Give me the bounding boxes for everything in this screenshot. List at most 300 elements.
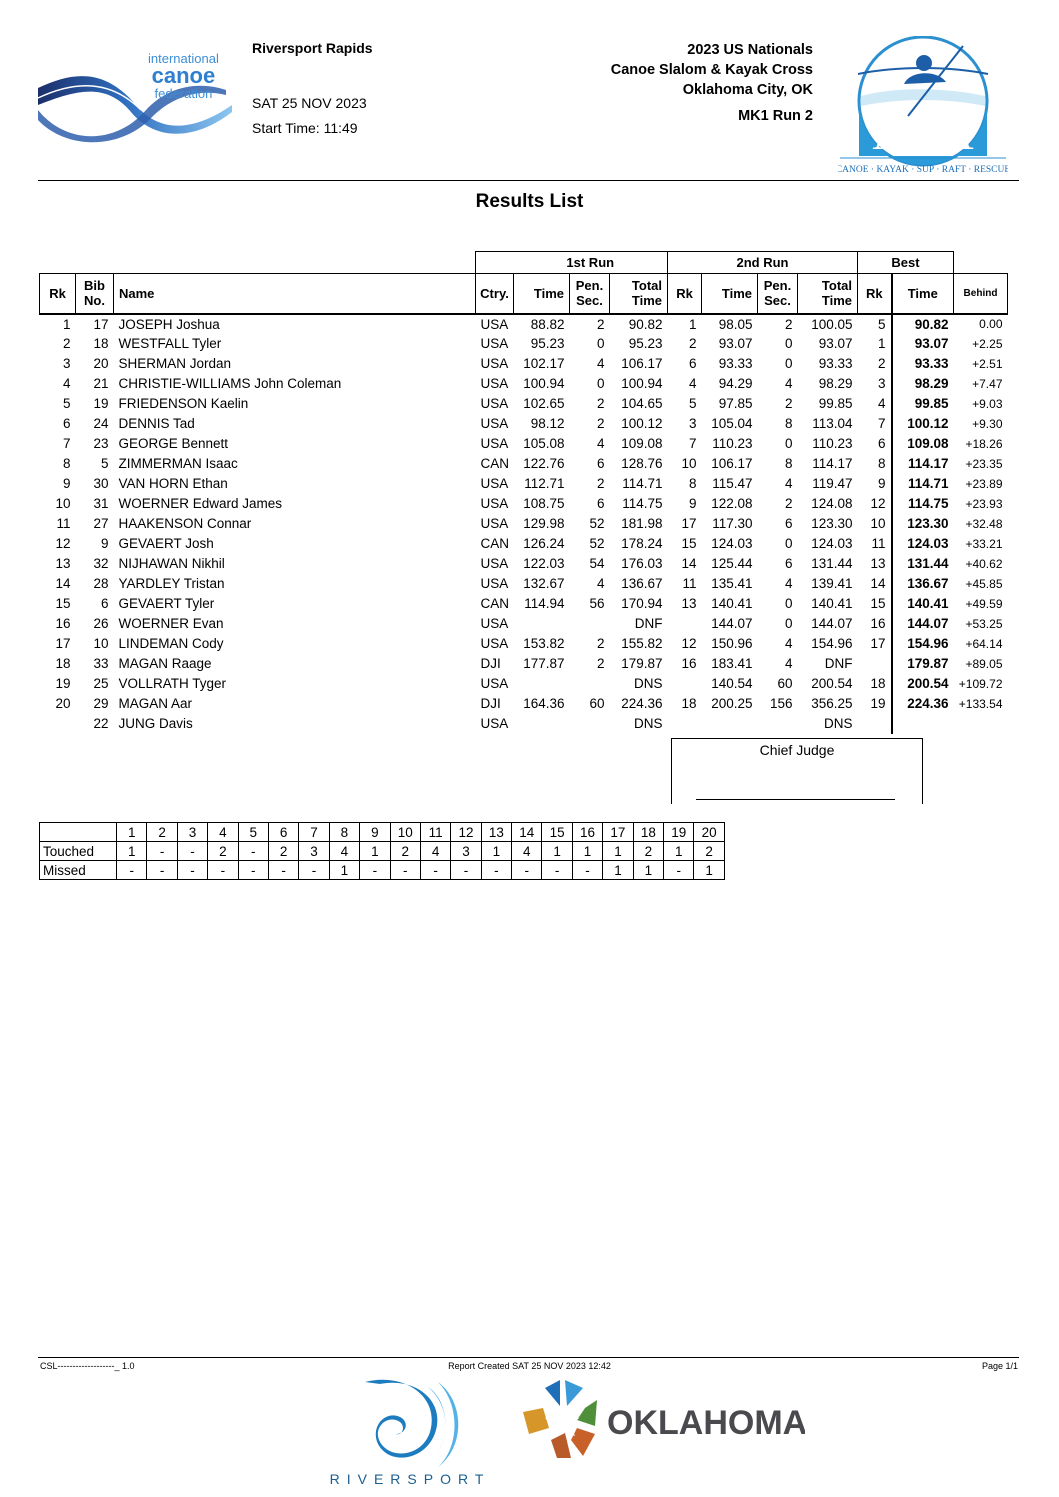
gate-missed-7: -: [299, 861, 329, 880]
best-rank: 19: [858, 694, 892, 714]
run1-total: DNS: [633, 676, 663, 691]
run2-rank: 2: [688, 336, 697, 351]
run2-total: 110.23: [812, 436, 853, 451]
run2-total: 124.08: [811, 496, 853, 511]
bib-number: 5: [100, 456, 109, 471]
run1-total: 136.67: [621, 576, 663, 591]
rank: 2: [62, 336, 71, 351]
country: USA: [480, 356, 509, 371]
results-table: [39, 251, 1008, 734]
athlete-name: WOERNER Edward James: [118, 496, 283, 511]
run1-penalty: [570, 714, 610, 734]
run2-time: 94.29: [718, 376, 753, 391]
best-rank: [858, 714, 892, 734]
rank: 3: [62, 356, 71, 371]
gate-number-5: 5: [238, 823, 268, 842]
best-time: 114.17: [907, 456, 949, 471]
best-rank: 13: [858, 554, 892, 574]
run2-rank: 17: [681, 516, 697, 531]
run2-total: 93.07: [818, 336, 853, 351]
run1-penalty: 2: [596, 656, 605, 671]
run1-total: 170.94: [621, 596, 663, 611]
gate-number-6: 6: [268, 823, 298, 842]
run1-penalty: 4: [596, 576, 605, 591]
run2-penalty: 4: [784, 636, 793, 651]
gate-missed-6: -: [268, 861, 298, 880]
best-time: 224.36: [907, 696, 949, 711]
run1-time: 95.23: [530, 336, 565, 351]
bib-number: 28: [93, 576, 109, 591]
run2-time: 98.05: [718, 316, 753, 332]
rank: 4: [62, 376, 71, 391]
rank: 10: [55, 496, 71, 511]
athlete-name: MAGAN Aar: [118, 696, 193, 711]
result-row: [40, 634, 1008, 654]
best-time: 109.08: [907, 436, 949, 451]
run2-penalty: 4: [784, 376, 793, 391]
run1-total: 100.12: [621, 416, 663, 431]
oklahoma-wordmark: OKLAHOMA: [607, 1404, 805, 1442]
run2-total: 356.25: [811, 696, 853, 711]
col-country: Ctry.: [476, 274, 514, 314]
gate-number-12: 12: [451, 823, 481, 842]
run1-time: 102.65: [523, 396, 565, 411]
country: USA: [480, 716, 509, 731]
time-behind: +133.54: [958, 696, 1003, 711]
run2-penalty: 4: [784, 476, 793, 491]
run2-rank: 10: [681, 456, 697, 471]
athlete-name: FRIEDENSON Kaelin: [118, 396, 249, 411]
result-row: [40, 554, 1008, 574]
missed-label: Missed: [40, 861, 117, 880]
gate-touched-9: 1: [360, 842, 390, 861]
col-run2-time: Time: [702, 274, 758, 314]
time-behind: +53.25: [965, 616, 1003, 631]
best-time: 114.75: [907, 496, 949, 511]
gate-missed-19: -: [664, 861, 694, 880]
rank: 19: [55, 676, 71, 691]
gate-missed-9: -: [360, 861, 390, 880]
footer-code: CSL-------------------_ 1.0: [40, 1361, 135, 1371]
icf-logo-line2: canoe: [151, 63, 216, 88]
run2-penalty: 0: [784, 596, 793, 611]
run2-time: 200.25: [711, 696, 753, 711]
run1-total: 100.94: [621, 376, 663, 391]
result-row: [40, 414, 1008, 434]
gate-missed-17: 1: [603, 861, 633, 880]
run1-time: 122.76: [523, 456, 565, 471]
country: DJI: [480, 656, 501, 671]
chief-judge-label: Chief Judge: [759, 742, 835, 758]
time-behind: +18.26: [965, 436, 1003, 451]
gate-number-10: 10: [390, 823, 420, 842]
best-rank: 15: [858, 594, 892, 614]
gate-missed-8: 1: [329, 861, 359, 880]
run2-rank: 16: [681, 656, 697, 671]
result-row: [40, 594, 1008, 614]
race-name: MK1 Run 2: [738, 108, 813, 124]
rank: 13: [55, 556, 71, 571]
result-row: [40, 334, 1008, 354]
run2-total: 100.05: [811, 316, 853, 332]
col-run1-pen: Pen. Sec.: [570, 274, 610, 314]
athlete-name: WOERNER Evan: [118, 616, 224, 631]
run2-time: 140.41: [711, 596, 753, 611]
run1-total: 155.82: [621, 636, 663, 651]
run1-time: 112.71: [524, 476, 565, 491]
run2-rank: 3: [688, 416, 697, 431]
run2-rank: 1: [688, 316, 697, 332]
run2-time: 124.03: [711, 536, 753, 551]
best-time: 93.33: [914, 356, 949, 371]
run1-total: 114.75: [622, 496, 663, 511]
bib-number: 27: [93, 516, 109, 531]
best-rank: 6: [858, 434, 892, 454]
run2-rank: 13: [681, 596, 697, 611]
run1-time: 100.94: [523, 376, 565, 391]
icf-logo-line1: international: [148, 51, 219, 66]
run2-penalty: 0: [784, 536, 793, 551]
result-row: [40, 574, 1008, 594]
time-behind: +109.72: [958, 676, 1003, 691]
athlete-name: GEORGE Bennett: [118, 436, 229, 451]
run2-rank: 15: [681, 536, 697, 551]
country: USA: [480, 616, 509, 631]
run2-rank: 7: [688, 436, 697, 451]
run1-time: 126.24: [523, 536, 565, 551]
run2-total: 154.96: [811, 636, 853, 651]
bib-number: 20: [93, 356, 109, 371]
run1-total: DNF: [634, 616, 663, 631]
run2-time: 125.44: [711, 556, 753, 571]
run2-rank: 14: [681, 556, 697, 571]
country: USA: [480, 676, 509, 691]
run2-rank: [668, 674, 702, 694]
bib-number: 19: [93, 396, 109, 411]
col-behind: Behind: [954, 274, 1008, 314]
gate-missed-3: -: [177, 861, 207, 880]
run2-rank: 6: [688, 356, 697, 371]
run1-time: [514, 674, 570, 694]
rank: 15: [55, 596, 71, 611]
col-best-time: Time: [892, 274, 954, 314]
time-behind: 0.00: [979, 317, 1003, 331]
run2-penalty: 8: [784, 416, 793, 431]
run2-total: DNF: [824, 656, 853, 671]
header-divider: [38, 180, 1019, 181]
run1-time: 98.12: [530, 416, 565, 431]
run2-penalty: 156: [769, 696, 793, 711]
aca-tagline: CANOE · KAYAK · SUP · RAFT · RESCUE: [838, 165, 1008, 175]
gate-touched-16: 1: [572, 842, 602, 861]
run2-penalty: 4: [784, 656, 793, 671]
country: CAN: [480, 596, 510, 611]
athlete-name: YARDLEY Tristan: [118, 576, 225, 591]
country: USA: [480, 396, 509, 411]
bib-number: 23: [93, 436, 109, 451]
rank: 11: [56, 516, 71, 531]
best-time: 200.54: [907, 676, 949, 691]
best-time: 179.87: [907, 656, 949, 671]
gate-touched-17: 1: [603, 842, 633, 861]
run2-time: 122.08: [711, 496, 753, 511]
aca-paddler-icon: [838, 36, 1008, 176]
athlete-name: NIJHAWAN Nikhil: [118, 556, 225, 571]
col-run2-total: Total Time: [798, 274, 858, 314]
run2-penalty: 0: [784, 336, 793, 351]
country: CAN: [480, 456, 510, 471]
bib-number: 25: [93, 676, 109, 691]
gate-touched-7: 3: [299, 842, 329, 861]
run2-total: 123.30: [811, 516, 853, 531]
run2-penalty: 6: [784, 556, 793, 571]
run2-total: DNS: [823, 716, 853, 731]
country: USA: [480, 416, 509, 431]
best-rank: 8: [858, 454, 892, 474]
country: USA: [480, 436, 509, 451]
run2-penalty: 0: [784, 436, 793, 451]
gate-touched-3: -: [177, 842, 207, 861]
gate-missed-1: -: [117, 861, 147, 880]
gate-touched-11: 4: [420, 842, 450, 861]
time-behind: +89.05: [965, 656, 1003, 671]
rank: 16: [55, 616, 71, 631]
footer-divider: [38, 1357, 1019, 1358]
run1-penalty: 60: [589, 696, 605, 711]
result-row: [40, 494, 1008, 514]
time-behind: +33.21: [965, 536, 1003, 551]
best-time: 124.03: [907, 536, 949, 551]
run2-total: 119.47: [812, 476, 853, 491]
signature-line: [696, 799, 895, 800]
gate-touched-5: -: [238, 842, 268, 861]
run1-total: 106.17: [621, 356, 663, 371]
col-run1-time: Time: [514, 274, 570, 314]
rank: 18: [55, 656, 71, 671]
country: DJI: [480, 696, 501, 711]
rank: 14: [55, 576, 71, 591]
event-name: 2023 US Nationals: [687, 42, 813, 58]
gate-touched-4: 2: [208, 842, 238, 861]
athlete-name: VAN HORN Ethan: [118, 476, 228, 491]
run1-total: 224.36: [621, 696, 663, 711]
time-behind: +40.62: [965, 556, 1003, 571]
gate-touched-19: 1: [664, 842, 694, 861]
gate-missed-15: -: [542, 861, 572, 880]
athlete-name: JOSEPH Joshua: [118, 316, 220, 332]
run1-penalty: [570, 614, 610, 634]
run1-total: 179.87: [621, 656, 663, 671]
run1-penalty: 54: [589, 556, 605, 571]
aca-logo: [838, 36, 1008, 176]
run2-total: 144.07: [811, 616, 853, 631]
run2-rank: 12: [681, 636, 697, 651]
bib-number: 29: [93, 696, 109, 711]
result-row: [40, 714, 1008, 734]
best-rank: 1: [858, 334, 892, 354]
best-rank: 16: [858, 614, 892, 634]
col-run1-total: Total Time: [610, 274, 668, 314]
run1-time: 88.82: [530, 316, 565, 332]
best-rank: 10: [858, 514, 892, 534]
run1-total: 176.03: [621, 556, 663, 571]
best-rank: 3: [858, 374, 892, 394]
country: USA: [480, 516, 509, 531]
result-row: [40, 674, 1008, 694]
run2-penalty: 2: [784, 396, 793, 411]
run1-time: 122.03: [523, 556, 565, 571]
gate-number-13: 13: [481, 823, 511, 842]
run1-time: [514, 714, 570, 734]
bib-number: 26: [93, 616, 109, 631]
result-row: [40, 314, 1008, 334]
gate-touched-12: 3: [451, 842, 481, 861]
run2-penalty: 0: [784, 616, 793, 631]
best-rank: 7: [858, 414, 892, 434]
athlete-name: GEVAERT Josh: [118, 536, 214, 551]
bib-number: 9: [100, 536, 109, 551]
gate-missed-11: -: [420, 861, 450, 880]
event-discipline: Canoe Slalom & Kayak Cross: [610, 62, 813, 78]
gate-number-20: 20: [694, 823, 724, 842]
run2-time: 140.54: [711, 676, 753, 691]
time-behind: +64.14: [965, 636, 1003, 651]
best-time: 114.71: [907, 476, 949, 491]
athlete-name: VOLLRATH Tyger: [118, 676, 227, 691]
best-time: 144.07: [907, 616, 949, 631]
bib-number: 24: [93, 416, 109, 431]
run1-time: 132.67: [523, 576, 565, 591]
icf-logo: [36, 50, 232, 150]
gate-number-17: 17: [603, 823, 633, 842]
result-row: [40, 694, 1008, 714]
run1-time: 177.87: [523, 656, 565, 671]
col-best-rank: Rk: [858, 274, 892, 314]
group-2nd-run: 2nd Run: [668, 252, 858, 274]
run1-penalty: 2: [596, 416, 605, 431]
gate-number-3: 3: [177, 823, 207, 842]
best-time: 99.85: [914, 396, 949, 411]
best-rank: 17: [858, 634, 892, 654]
bib-number: 22: [93, 716, 109, 731]
gate-missed-2: -: [147, 861, 177, 880]
rank: [40, 714, 76, 734]
bib-number: 31: [93, 496, 109, 511]
gate-missed-5: -: [238, 861, 268, 880]
country: USA: [480, 496, 509, 511]
run1-total: 128.76: [621, 456, 663, 471]
event-date: SAT 25 NOV 2023: [252, 95, 367, 111]
result-row: [40, 474, 1008, 494]
result-row: [40, 394, 1008, 414]
run2-rank: 18: [681, 696, 697, 711]
start-time: Start Time: 11:49: [252, 120, 358, 136]
run2-rank: [668, 614, 702, 634]
rank: 6: [62, 416, 71, 431]
athlete-name: MAGAN Raage: [118, 656, 212, 671]
rank: 9: [62, 476, 71, 491]
best-rank: 14: [858, 574, 892, 594]
rank: 1: [62, 316, 71, 332]
column-header-row: [40, 274, 1008, 314]
gate-number-2: 2: [147, 823, 177, 842]
rank: 5: [62, 396, 71, 411]
gate-missed-10: -: [390, 861, 420, 880]
gate-number-16: 16: [572, 823, 602, 842]
gate-number-7: 7: [299, 823, 329, 842]
run2-total: 139.41: [811, 576, 853, 591]
country: USA: [480, 316, 509, 332]
gate-touched-row: [40, 842, 725, 861]
time-behind: [954, 714, 1008, 734]
group-1st-run: 1st Run: [514, 252, 668, 274]
run2-penalty: 2: [784, 496, 793, 511]
run2-total: 200.54: [811, 676, 853, 691]
run1-total: 181.98: [621, 516, 663, 531]
time-behind: +32.48: [965, 516, 1003, 531]
gate-missed-18: 1: [633, 861, 663, 880]
run2-penalty: 2: [784, 316, 793, 332]
run1-time: 114.94: [524, 596, 565, 611]
athlete-name: CHRISTIE-WILLIAMS John Coleman: [118, 376, 342, 391]
gate-touched-13: 1: [481, 842, 511, 861]
gate-number-18: 18: [633, 823, 663, 842]
rank: 12: [55, 536, 71, 551]
gate-number-9: 9: [360, 823, 390, 842]
best-time: 154.96: [907, 636, 949, 651]
run1-time: 108.75: [523, 496, 565, 511]
bib-number: 17: [93, 316, 109, 332]
gate-number-row: [40, 823, 725, 842]
time-behind: +23.89: [965, 476, 1003, 491]
run1-time: 153.82: [523, 636, 565, 651]
best-time: 93.07: [914, 336, 949, 351]
run2-total: 93.33: [818, 356, 853, 371]
run2-penalty: 6: [784, 516, 793, 531]
gate-number-1: 1: [117, 823, 147, 842]
run1-total: 104.65: [621, 396, 663, 411]
aca-letters: ACA: [872, 107, 974, 160]
col-run2-rank: Rk: [668, 274, 702, 314]
result-row: [40, 374, 1008, 394]
country: USA: [480, 576, 509, 591]
oklahoma-star-icon: [515, 1378, 805, 1468]
event-info: [611, 40, 813, 126]
run1-penalty: 2: [596, 636, 605, 651]
gate-missed-13: -: [481, 861, 511, 880]
page-title: Results List: [475, 191, 584, 212]
best-rank: 4: [858, 394, 892, 414]
run2-penalty: 4: [784, 576, 793, 591]
run1-penalty: 6: [596, 456, 605, 471]
run1-penalty: 56: [589, 596, 605, 611]
report-created: Report Created SAT 25 NOV 2023 12:42: [448, 1361, 611, 1371]
gate-touched-8: 4: [329, 842, 359, 861]
athlete-name: JUNG Davis: [118, 716, 193, 731]
bib-number: 33: [93, 656, 109, 671]
run2-time: 150.96: [711, 636, 753, 651]
time-behind: +9.30: [972, 416, 1003, 431]
run1-total: 90.82: [628, 316, 663, 332]
run1-penalty: 0: [596, 376, 605, 391]
best-rank: 18: [858, 674, 892, 694]
best-rank: 2: [858, 354, 892, 374]
riversport-wordmark: RIVERSPORT: [329, 1471, 491, 1487]
bib-number: 21: [93, 376, 109, 391]
run1-total: 95.23: [628, 336, 663, 351]
gate-missed-4: -: [208, 861, 238, 880]
venue-name: Riversport Rapids: [252, 40, 373, 56]
